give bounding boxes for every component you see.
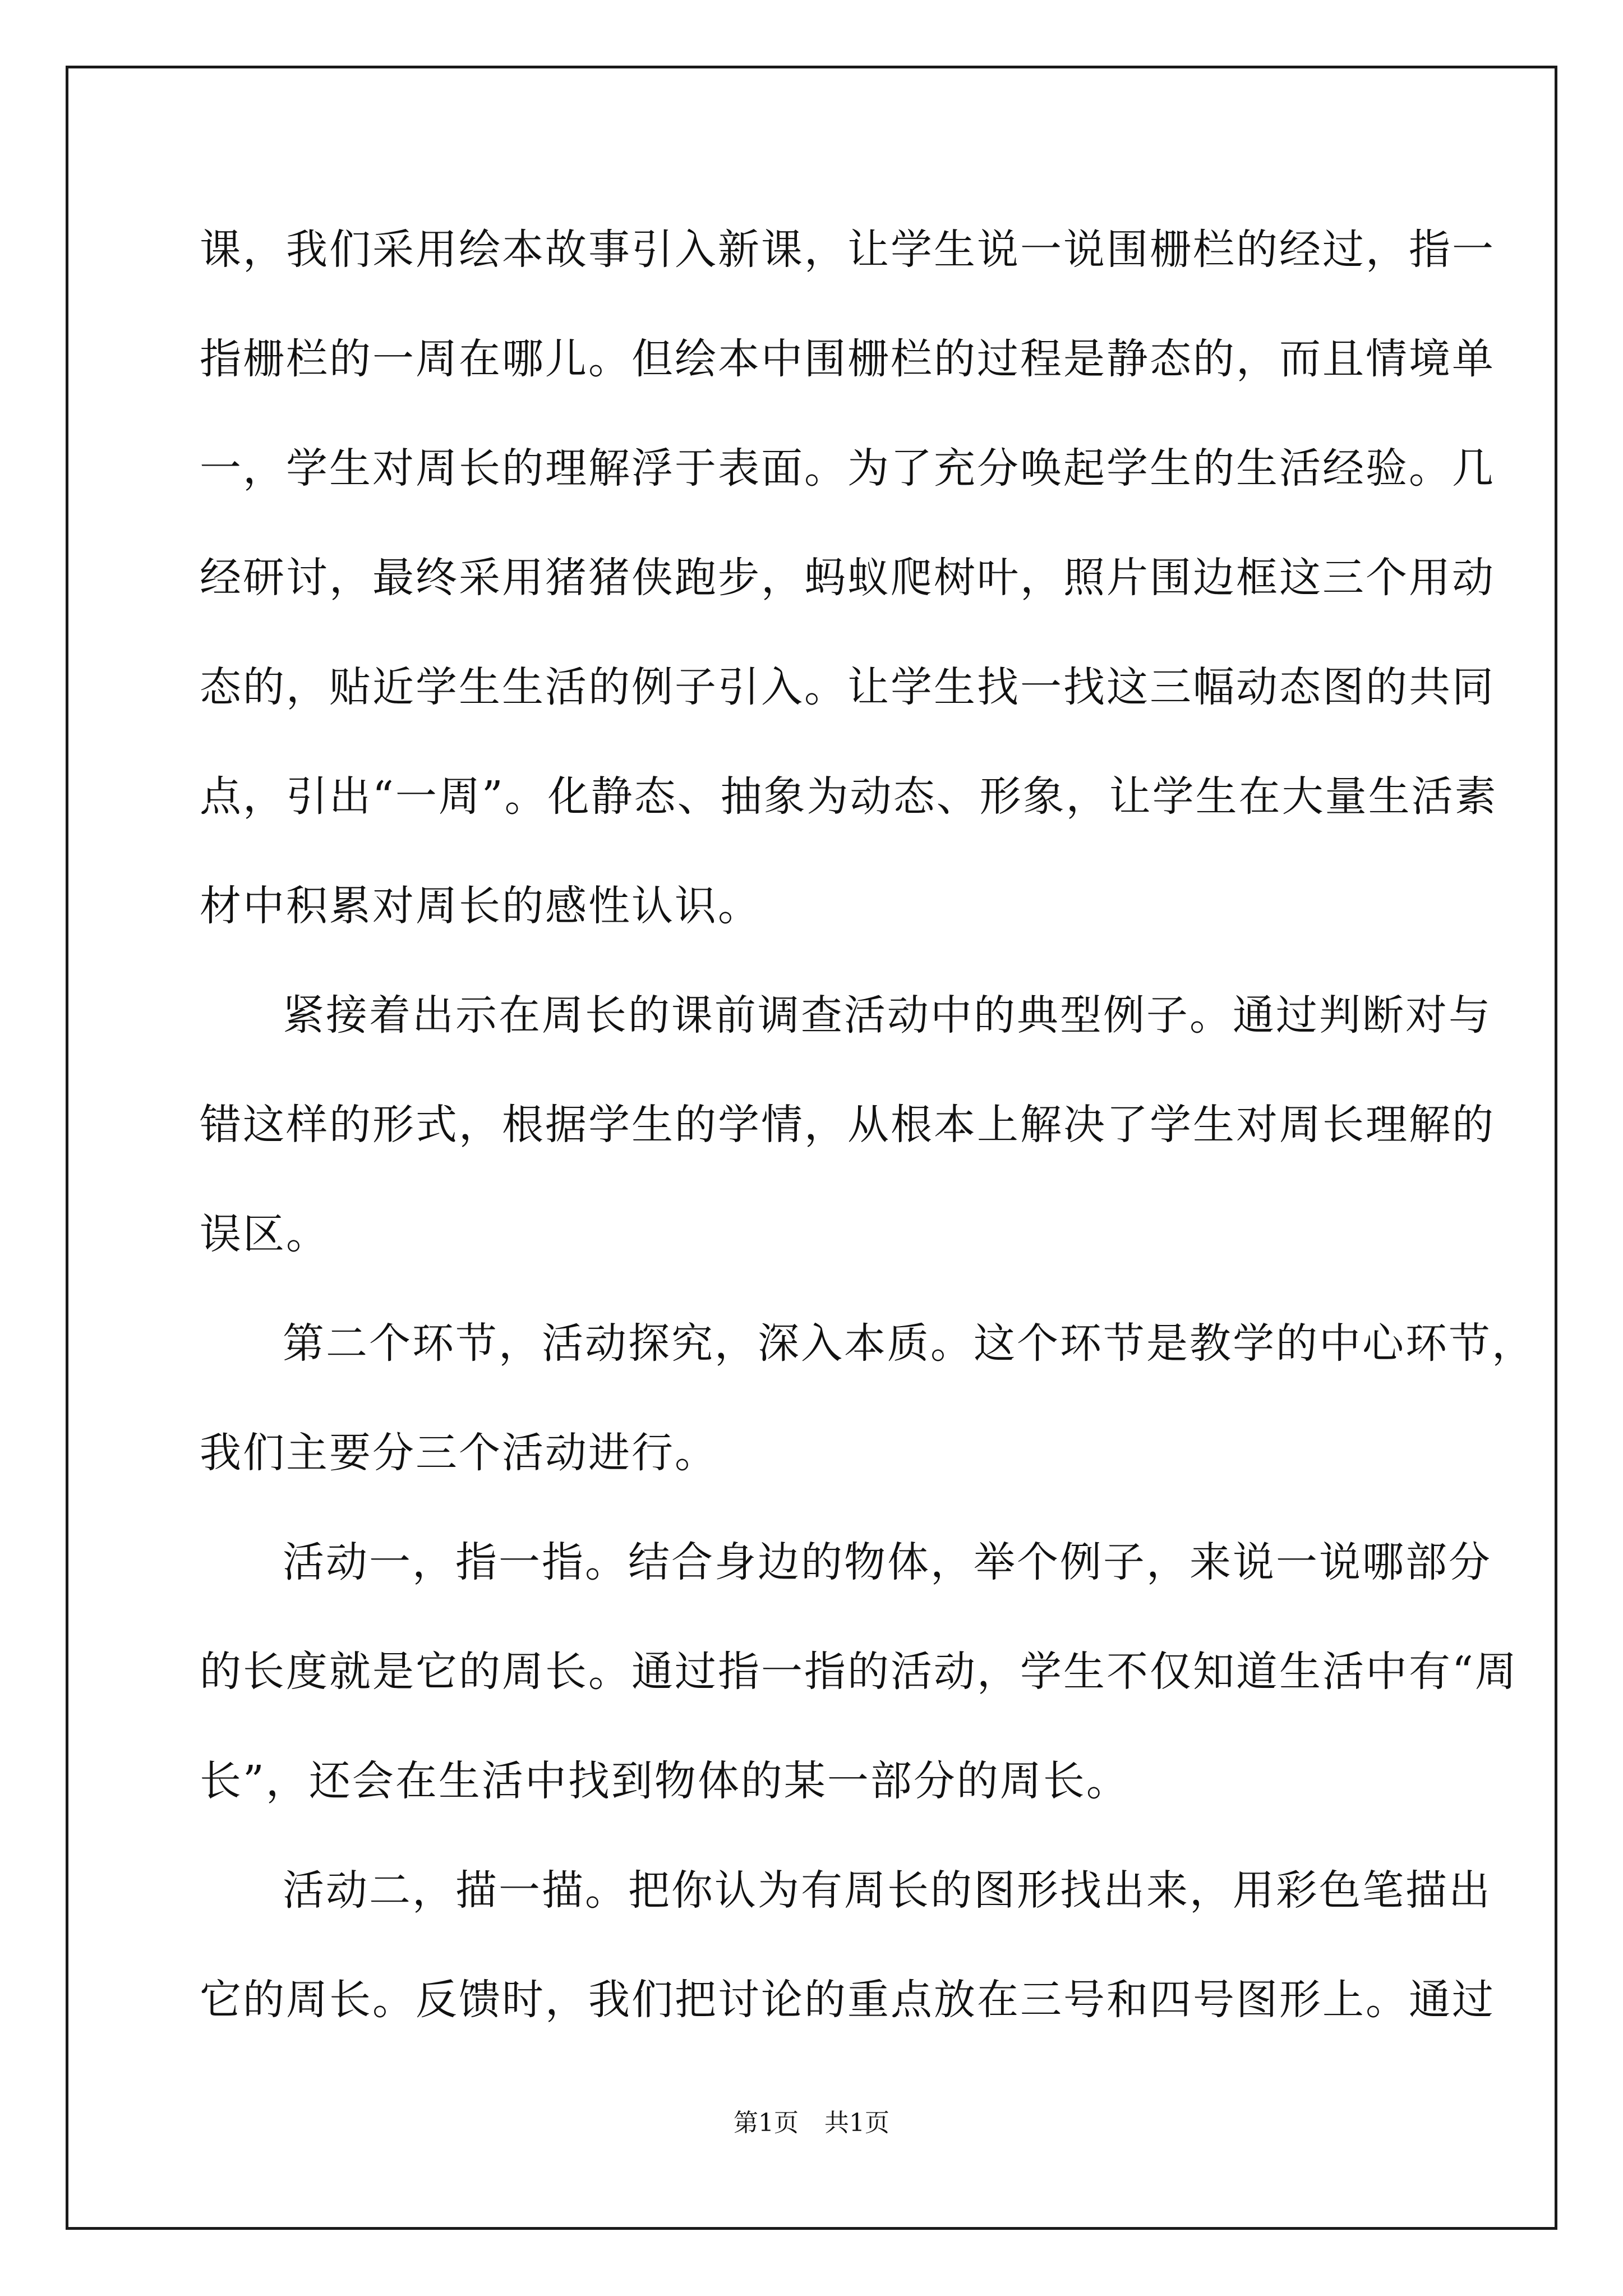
text-line: 点，引出“一周”。化静态、抽象为动态、形象，让学生在大量生活素 [200,772,1498,821]
text-line: 指栅栏的一周在哪儿。但绘本中围栅栏的过程是静态的，而且情境单 [200,335,1495,383]
text-line: 材中积累对周长的感性认识。 [200,882,761,930]
page-footer [0,2106,1623,2140]
text-line: 经研讨，最终采用猪猪侠跑步，蚂蚁爬树叶，照片围边框这三个用动 [200,554,1495,602]
text-line: 态的，贴近学生生活的例子引入。让学生找一找这三幅动态图的共同 [200,663,1495,711]
paragraph-start-line: 活动二，描一描。把你认为有周长的图形找出来，用彩色笔描出 [283,1866,1492,1915]
text-line: 课，我们采用绘本故事引入新课，让学生说一说围栅栏的经过，指一 [200,226,1495,274]
text-line: 错这样的形式，根据学生的学情，从根本上解决了学生对周长理解的 [200,1101,1495,1149]
page-number-total: 共1页 [824,2109,889,2137]
paragraph-start-line: 第二个环节，活动探究，深入本质。这个环节是教学的中心环节， [283,1319,1535,1368]
text-line: 的长度就是它的周长。通过指一指的活动，学生不仅知道生活中有“周 [200,1648,1518,1696]
text-line: 长”，还会在生活中找到物体的某一部分的周长。 [200,1757,1129,1805]
paragraph-start-line: 紧接着出示在周长的课前调查活动中的典型例子。通过判断对与 [283,991,1492,1039]
text-line: 我们主要分三个活动进行。 [200,1429,718,1477]
text-line: 它的周长。反馈时，我们把讨论的重点放在三号和四号图形上。通过 [200,1976,1495,2024]
paragraph-start-line: 活动一，指一指。结合身边的物体，举个例子，来说一说哪部分 [283,1538,1492,1586]
text-line: 误区。 [200,1210,329,1258]
text-line: 一，学生对周长的理解浮于表面。为了充分唤起学生的生活经验。几 [200,444,1495,493]
page-number-current: 第1页 [734,2109,799,2137]
